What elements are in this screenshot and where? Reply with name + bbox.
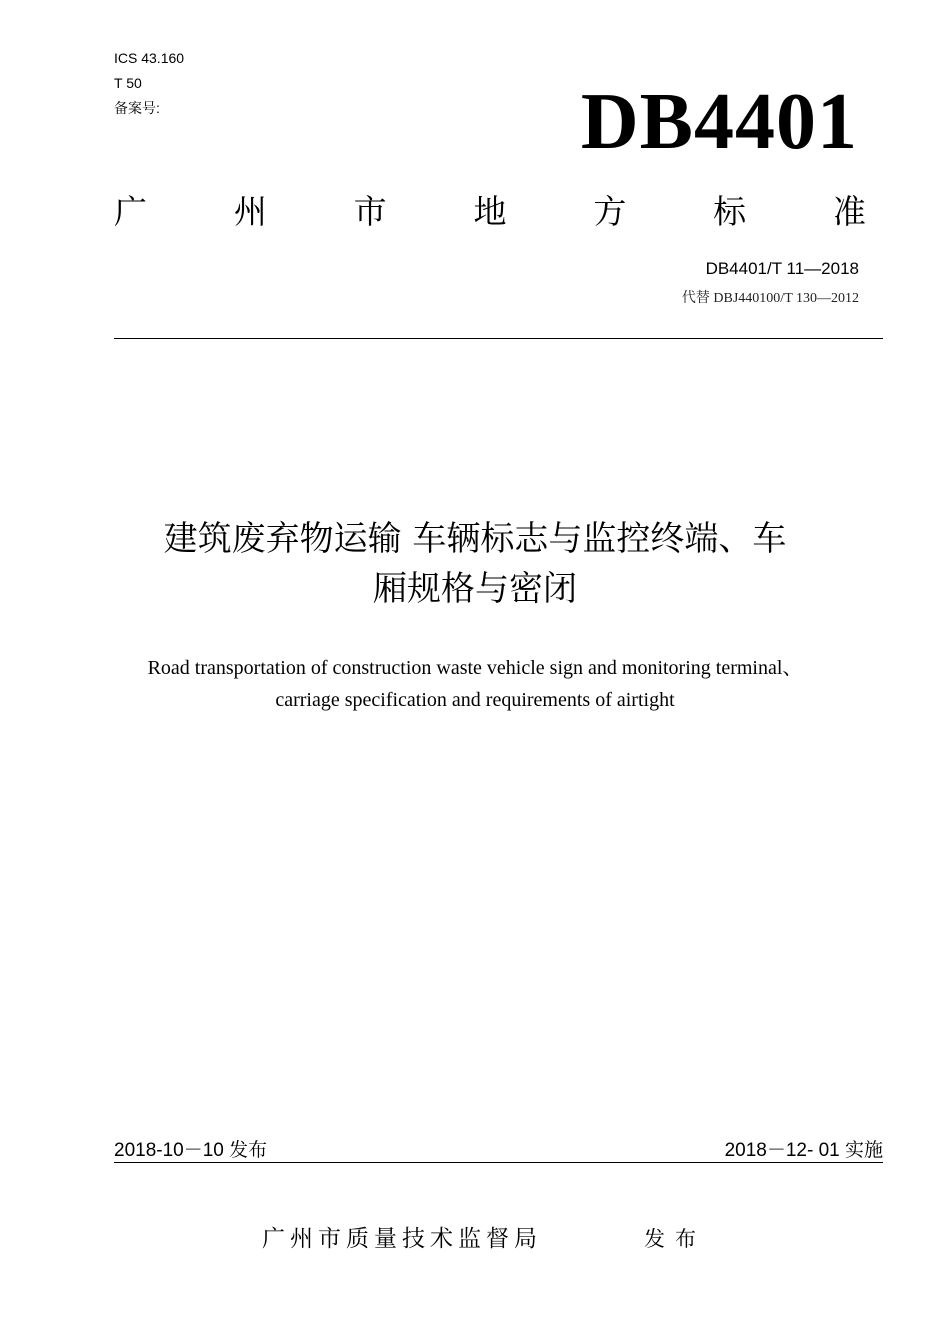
classification-code: T 50 [114, 75, 142, 91]
english-title-line: Road transportation of construction waste vehicle sign and monitoring terminal、 [147, 657, 803, 679]
footer-divider [114, 1162, 883, 1163]
standard-type-char: 方 [593, 191, 627, 231]
standard-type-char: 准 [832, 191, 866, 231]
ics-code: ICS 43.160 [114, 50, 185, 66]
issue-date: 2018-10－10 发布 [114, 1140, 268, 1161]
standard-type-char: 地 [473, 191, 507, 231]
english-title [80, 652, 870, 716]
standard-type-char: 州 [233, 191, 267, 231]
db-code-heading: DB4401 [580, 78, 858, 166]
standard-type-heading [114, 186, 866, 232]
chinese-title-line: 建筑废弃物运输 车辆标志与监控终端、车 [163, 519, 787, 559]
header-divider [114, 338, 883, 339]
chinese-title [60, 514, 890, 614]
chinese-title-line: 厢规格与密闭 [373, 569, 577, 609]
filing-number-label: 备案号: [114, 100, 160, 116]
standard-number: DB4401/T 11—2018 [705, 259, 859, 278]
standard-type-char: 标 [713, 191, 747, 231]
english-title-line: carriage specification and requirements of airtight [275, 689, 675, 711]
implementation-date: 2018－12- 01 实施 [724, 1140, 883, 1161]
standard-type-char: 广 [114, 191, 147, 231]
standard-type-char: 市 [353, 191, 387, 231]
issuing-authority: 广州市质量技术监督局 [262, 1226, 542, 1252]
replaces-standard: 代替 DBJ440100/T 130—2012 [681, 291, 859, 306]
publish-label: 发布 [644, 1227, 706, 1251]
